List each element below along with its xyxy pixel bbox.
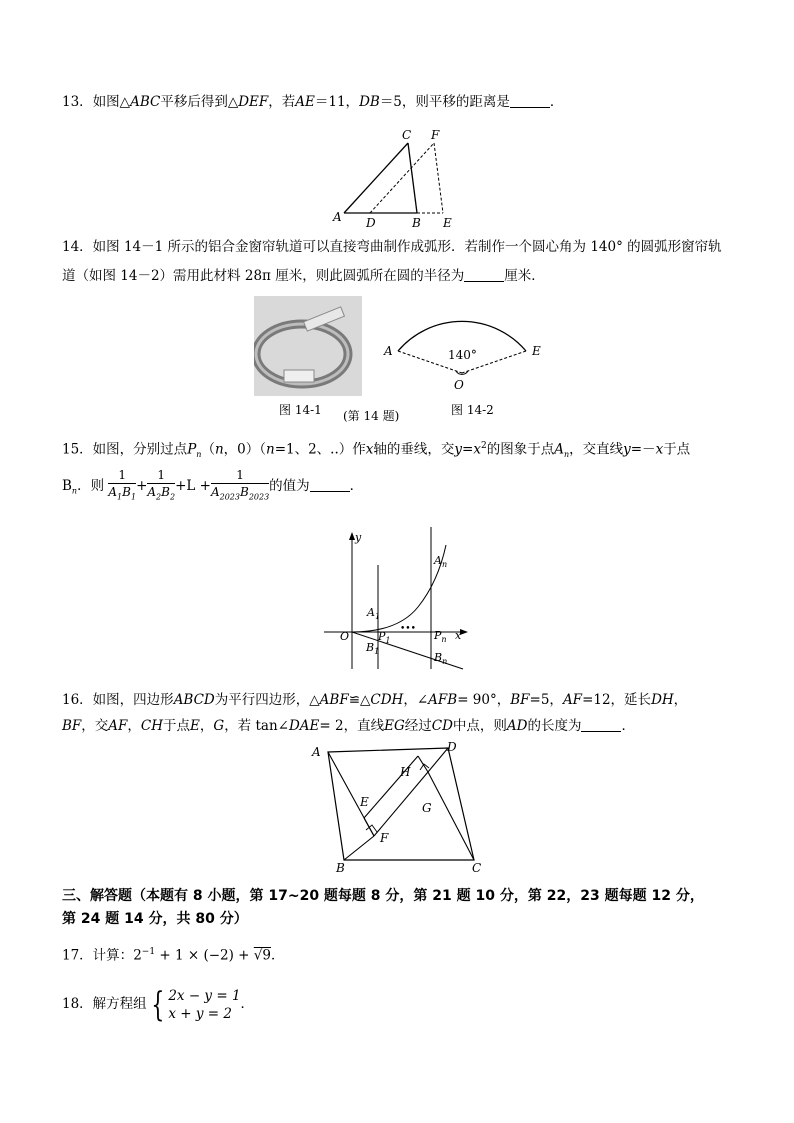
equation-system: 2x − y = 1 x + y = 2 (168, 987, 241, 1022)
label-F: F (431, 128, 440, 142)
label-B: B (336, 861, 345, 874)
q16-figure (308, 740, 494, 874)
label-A: A (312, 745, 321, 759)
caption-q14: (第 14 题) (343, 409, 400, 423)
axis-y-label: y (355, 531, 362, 544)
axis-x-label: x (455, 629, 462, 642)
label-B1: $B_1$ (366, 641, 380, 656)
answer-blank (310, 477, 350, 492)
label-G: G (422, 801, 432, 815)
caption-fig14-2: 图 14-2 (451, 403, 494, 417)
label-An: $A_n$ (434, 554, 448, 569)
q13-figure (330, 125, 470, 230)
label-D: D (447, 740, 457, 754)
q14-line2: 道（如图 14－2）需用此材料 28π 厘米，则此圆弧所在圆的半径为 厘米． (62, 268, 545, 284)
q15-graph (318, 527, 478, 675)
q17-text: 17．计算：$2^{-1} + 1 \times (-2) + √9$． (62, 947, 285, 964)
q16-line1: 16．如图，四边形ABCD为平行四边形，△ABF≌△CDH，∠AFB= 90°，BF=5，AF=12，延长DH， (62, 692, 688, 708)
q13-text: 13．如图△ABC平移后得到△DEF，若AE＝11，DB＝5，则平移的距离是 ． (62, 94, 564, 110)
label-E: E (532, 344, 541, 358)
label-A1: $A_1$ (367, 606, 381, 621)
q14-line1: 14．如图 14－1 所示的铝合金窗帘轨道可以直接弯曲制作成弧形．若制作一个圆心角为 140° 的圆弧形窗帘轨 (62, 239, 722, 255)
q18-text: 18．解方程组 { 2x − y = 1 x + y = 2 ． (62, 984, 255, 1025)
answer-blank (510, 93, 550, 108)
caption-fig14-1: 图 14-1 (279, 403, 322, 417)
left-brace: { (151, 984, 164, 1025)
label-A: A (333, 210, 342, 224)
q14-arc-figure (380, 295, 560, 395)
fraction-3: $\frac{1}{A_{2023}B_{2023}}$ (210, 468, 270, 502)
q14-photo (254, 296, 362, 396)
label-D: D (366, 216, 376, 230)
label-B: B (412, 216, 421, 230)
label-F: F (380, 831, 389, 845)
angle-label: 140° (448, 348, 477, 362)
section3-heading-line2: 第 24 题 14 分，共 80 分） (62, 911, 248, 927)
label-Pn: $P_n$ (434, 629, 447, 644)
q15-line1: 15．如图，分别过点$P_n(n$，0）（n=1、2、..）作x轴的垂线，交$y=x^2$的图象于点$A_n$，交直线y=－x于点 (62, 441, 691, 460)
label-Bn: $B_n$ (434, 651, 448, 666)
label-H: H (400, 765, 411, 779)
label-P1: $P_1$ (378, 630, 391, 645)
label-E: E (443, 216, 452, 230)
section3-heading-line1: 三、解答题（本题有 8 小题，第 17~20 题每题 8 分，第 21 题 10 分，第 22，23 题每题 12 分， (62, 888, 704, 904)
origin-label: O (340, 630, 350, 643)
fraction-2: $\frac{1}{A_2B_2}$ (147, 468, 176, 502)
label-E: E (360, 795, 369, 809)
answer-blank (581, 717, 621, 732)
answer-blank (464, 267, 504, 282)
label-O: O (454, 378, 464, 392)
q16-line2: BF，交AF，CH于点E，G，若 tan∠DAE= 2，直线EG经过CD中点，则AD的长度为 ． (62, 718, 635, 734)
q15-line2: $B_n$．则 $\frac{1}{A_1B_1}$ + $\frac{1}{A_2B_2}$ +L + $\frac{1}{A_{2023}B_{2023}}$ 的值为 ． (62, 466, 363, 512)
label-C: C (472, 861, 482, 874)
fraction-1: $\frac{1}{A_1B_1}$ (108, 468, 137, 502)
ellipsis: ••• (400, 624, 416, 634)
label-C: C (402, 128, 412, 142)
label-A: A (384, 344, 393, 358)
